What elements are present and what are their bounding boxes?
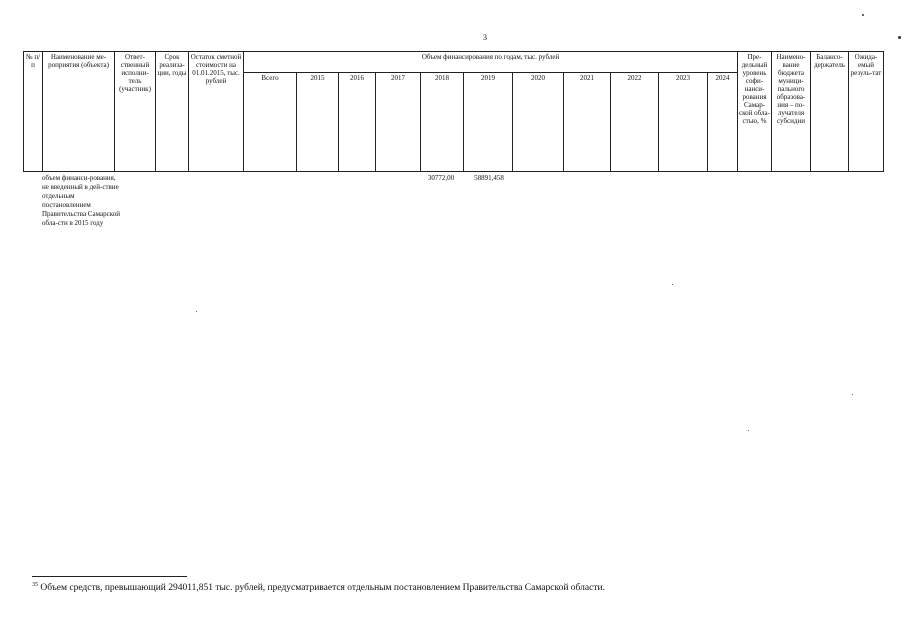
header-year-2023: 2023: [659, 73, 708, 172]
header-year-2016: 2016: [339, 73, 376, 172]
header-name: Наименование ме-роприятия (объекта): [43, 52, 115, 172]
header-year-2020: 2020: [513, 73, 564, 172]
header-year-2015: 2015: [297, 73, 339, 172]
header-result: Ожида-емый резуль-тат: [849, 52, 884, 172]
financing-table: [23, 51, 884, 172]
scan-speck: [748, 430, 749, 431]
footnote-divider: [32, 576, 187, 577]
header-year-2019: 2019: [464, 73, 513, 172]
scan-speck: [862, 14, 864, 16]
footnote: [32, 582, 605, 593]
header-holder: Балансо-держатель: [811, 52, 849, 172]
header-year-2022: 2022: [611, 73, 659, 172]
header-num: № п/п: [24, 52, 43, 172]
scan-speck: [196, 311, 197, 312]
header-financing-group: Объем финансирования по годам, тыс. рублей: [244, 52, 738, 73]
header-year-total: Всего: [244, 73, 297, 172]
value-2019: 58891,458: [474, 174, 504, 182]
row-label: объем финанси-рования, не введенный в дей-ствие отдельным постановлением Правительства Самарской обла-сти в 2015 году: [42, 174, 120, 227]
scan-speck: [672, 284, 673, 285]
header-municipality: Наимено-вание бюджета муници-пального образова-ния – по-лучателя субсидии: [772, 52, 811, 172]
header-term: Срок реализа-ции, годы: [156, 52, 189, 172]
header-year-2021: 2021: [564, 73, 611, 172]
footnote-marker: 35: [32, 582, 38, 588]
header-year-2024: 2024: [708, 73, 738, 172]
header-balance: Остаток сметной стоимости на 01.01.2015, тыс. рублей: [189, 52, 244, 172]
header-level: Пре-дельный уровень софи-нанси-рования Самар-ской обла-стью, %: [738, 52, 772, 172]
page-number: 3: [483, 33, 487, 42]
header-year-2018: 2018: [421, 73, 464, 172]
scan-speck: [852, 394, 853, 395]
scan-speck: [898, 36, 901, 39]
value-2018: 30772,00: [427, 174, 455, 182]
header-year-2017: 2017: [376, 73, 421, 172]
footnote-text: Объем средств, превышающий 294011,851 тыс. рублей, предусматривается отдельным постановлением Правительства Самарской области.: [38, 583, 605, 594]
header-responsible: Ответ-ственный исполни-тель (участник): [115, 52, 156, 172]
